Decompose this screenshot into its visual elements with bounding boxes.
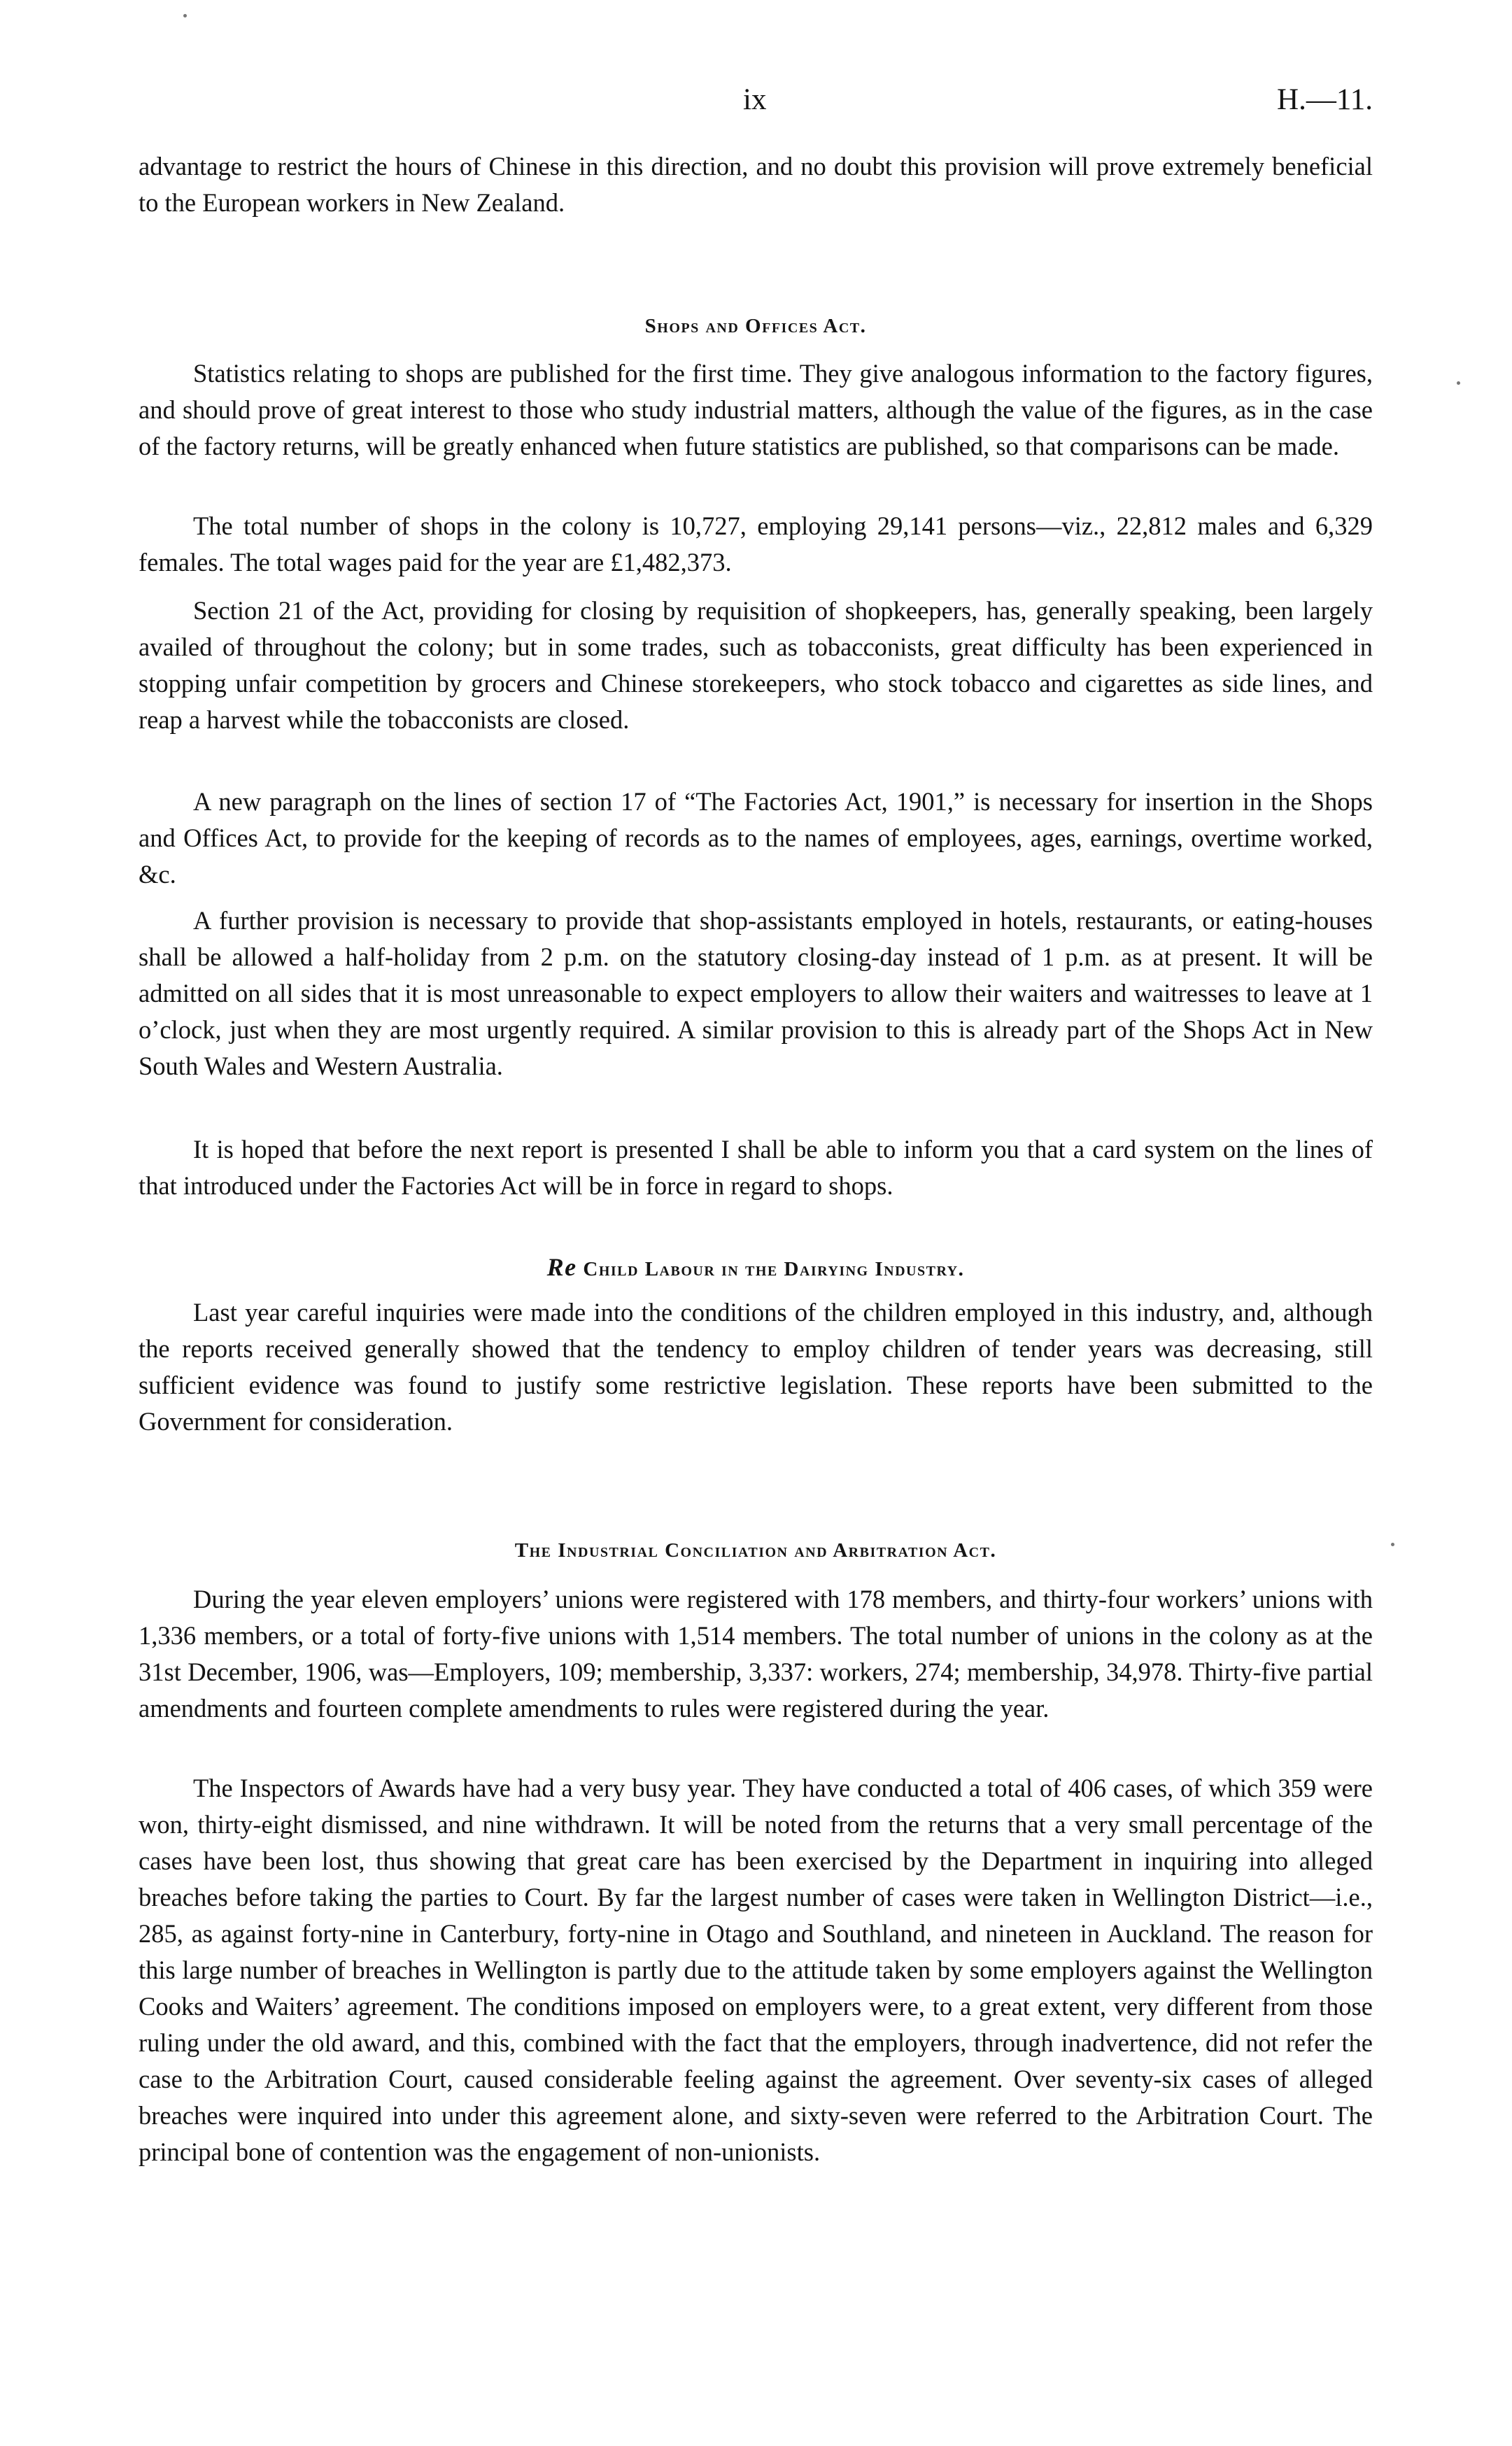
paragraph-child-labour: Last year careful inquiries were made into the conditions of the children employed in this industry, and, although the reports received generally showed that the tendency to employ children of tender years was decreasing, still sufficient evidence was found to justify some restrictive legislation. These reports have been submitted to the Government for consideration. bbox=[139, 1298, 1373, 1436]
paragraph-card-system: It is hoped that before the next report is presented I shall be able to inform you that a card system on the lines of that introduced under the Factories Act will be in force in regard to shops. bbox=[139, 1135, 1373, 1200]
paragraph-inspectors: The Inspectors of Awards have had a very busy year. They have conducted a total of 406 cases, of which 359 were won, thirty-eight dismissed, and nine withdrawn. It will be noted from the returns that a very small percentage of the cases have been lost, thus showing that great care has been exercised by the Department in inquiring into alleged breaches before taking the parties to Court. By far the largest number of cases were taken in Wellington District—i.e., 285, as against forty-nine in Canterbury, forty-nine in Otago and Southland, and nineteen in Auckland. The reason for this large number of breaches in Wellington is partly due to the attitude taken by some employers against the Wellington Cooks and Waiters’ agreement. The conditions imposed on employers were, to a great extent, very different from those ruling under the old award, and this, combined with the fact that the employers, through inadvertence, did not refer the case to the Arbitration Court, caused considerable feeling against the agreement. Over seventy-six cases of alleged breaches were inquired into under this agreement alone, and sixty-seven were referred to the Arbitration Court. The principal bone of contention was the engagement of non-unionists. bbox=[139, 1774, 1373, 2166]
heading-child-labour-text: Child Labour in the Dairying Industry. bbox=[583, 1258, 965, 1280]
section-heading-shops: Shops and Offices Act. bbox=[644, 315, 867, 337]
page-header bbox=[0, 83, 1512, 125]
page-number: ix bbox=[743, 83, 767, 116]
paragraph-new-paragraph: A new paragraph on the lines of section 17 of “The Factories Act, 1901,” is necessary for insertion in the Shops and Offices Act, to provide for the keeping of records as to the names of employees, ages, earnings, overtime worked, &c. bbox=[139, 787, 1373, 889]
paragraph-shops-totals: The total number of shops in the colony is 10,727, employing 29,141 persons—viz., 22,812 males and 6,329 females. The total wages paid for the year are £1,482,373. bbox=[139, 511, 1373, 577]
paragraph-shops-statistics: Statistics relating to shops are published for the first time. They give analogous information to the factory figures, and should prove of great interest to those who study industrial matters, although the value of the figures, as in the case of the factory returns, will be greatly enhanced when future statistics are published, so that comparisons can be made. bbox=[139, 359, 1373, 460]
heading-re: Re bbox=[546, 1253, 577, 1281]
paragraph-section-21: Section 21 of the Act, providing for closing by requisition of shopkeepers, has, generally speaking, been largely availed of throughout the colony; but in some trades, such as tobacconists, great difficulty has been experienced in stopping unfair competition by grocers and Chinese storekeepers, who stock tobacco and cigarettes as side lines, and reap a harvest while the tobacconists are closed. bbox=[139, 596, 1373, 734]
page-speck bbox=[1391, 1543, 1394, 1546]
page-speck bbox=[183, 14, 187, 17]
page-speck bbox=[1457, 381, 1460, 385]
paragraph-continuation: advantage to restrict the hours of Chinese in this direction, and no doubt this provision will prove extremely beneficial to the European workers in New Zealand. bbox=[139, 152, 1373, 217]
section-heading-child-labour bbox=[139, 1252, 1373, 1282]
paper-reference: H.—11. bbox=[1277, 83, 1373, 116]
section-heading-arbitration: The Industrial Conciliation and Arbitration Act. bbox=[514, 1539, 997, 1562]
paragraph-unions: During the year eleven employers’ unions were registered with 178 members, and thirty-four workers’ unions with 1,336 members, or a total of forty-five unions with 1,514 members. The total number of unions in the colony as at the 31st December, 1906, was—Employers, 109; membership, 3,337: workers, 274; membership, 34,978. Thirty-five partial amendments and fourteen complete amendments to rules were registered during the year. bbox=[139, 1585, 1373, 1723]
paragraph-half-holiday: A further provision is necessary to provide that shop-assistants employed in hotels, restaurants, or eating-houses shall be allowed a half-holiday from 2 p.m. on the statutory closing-day instead of 1 p.m. as at present. It will be admitted on all sides that it is most unreasonable to expect employers to allow their waiters and waitresses to leave at 1 o’clock, just when they are most urgently required. A similar provision to this is already part of the Shops Act in New South Wales and Western Australia. bbox=[139, 906, 1373, 1080]
